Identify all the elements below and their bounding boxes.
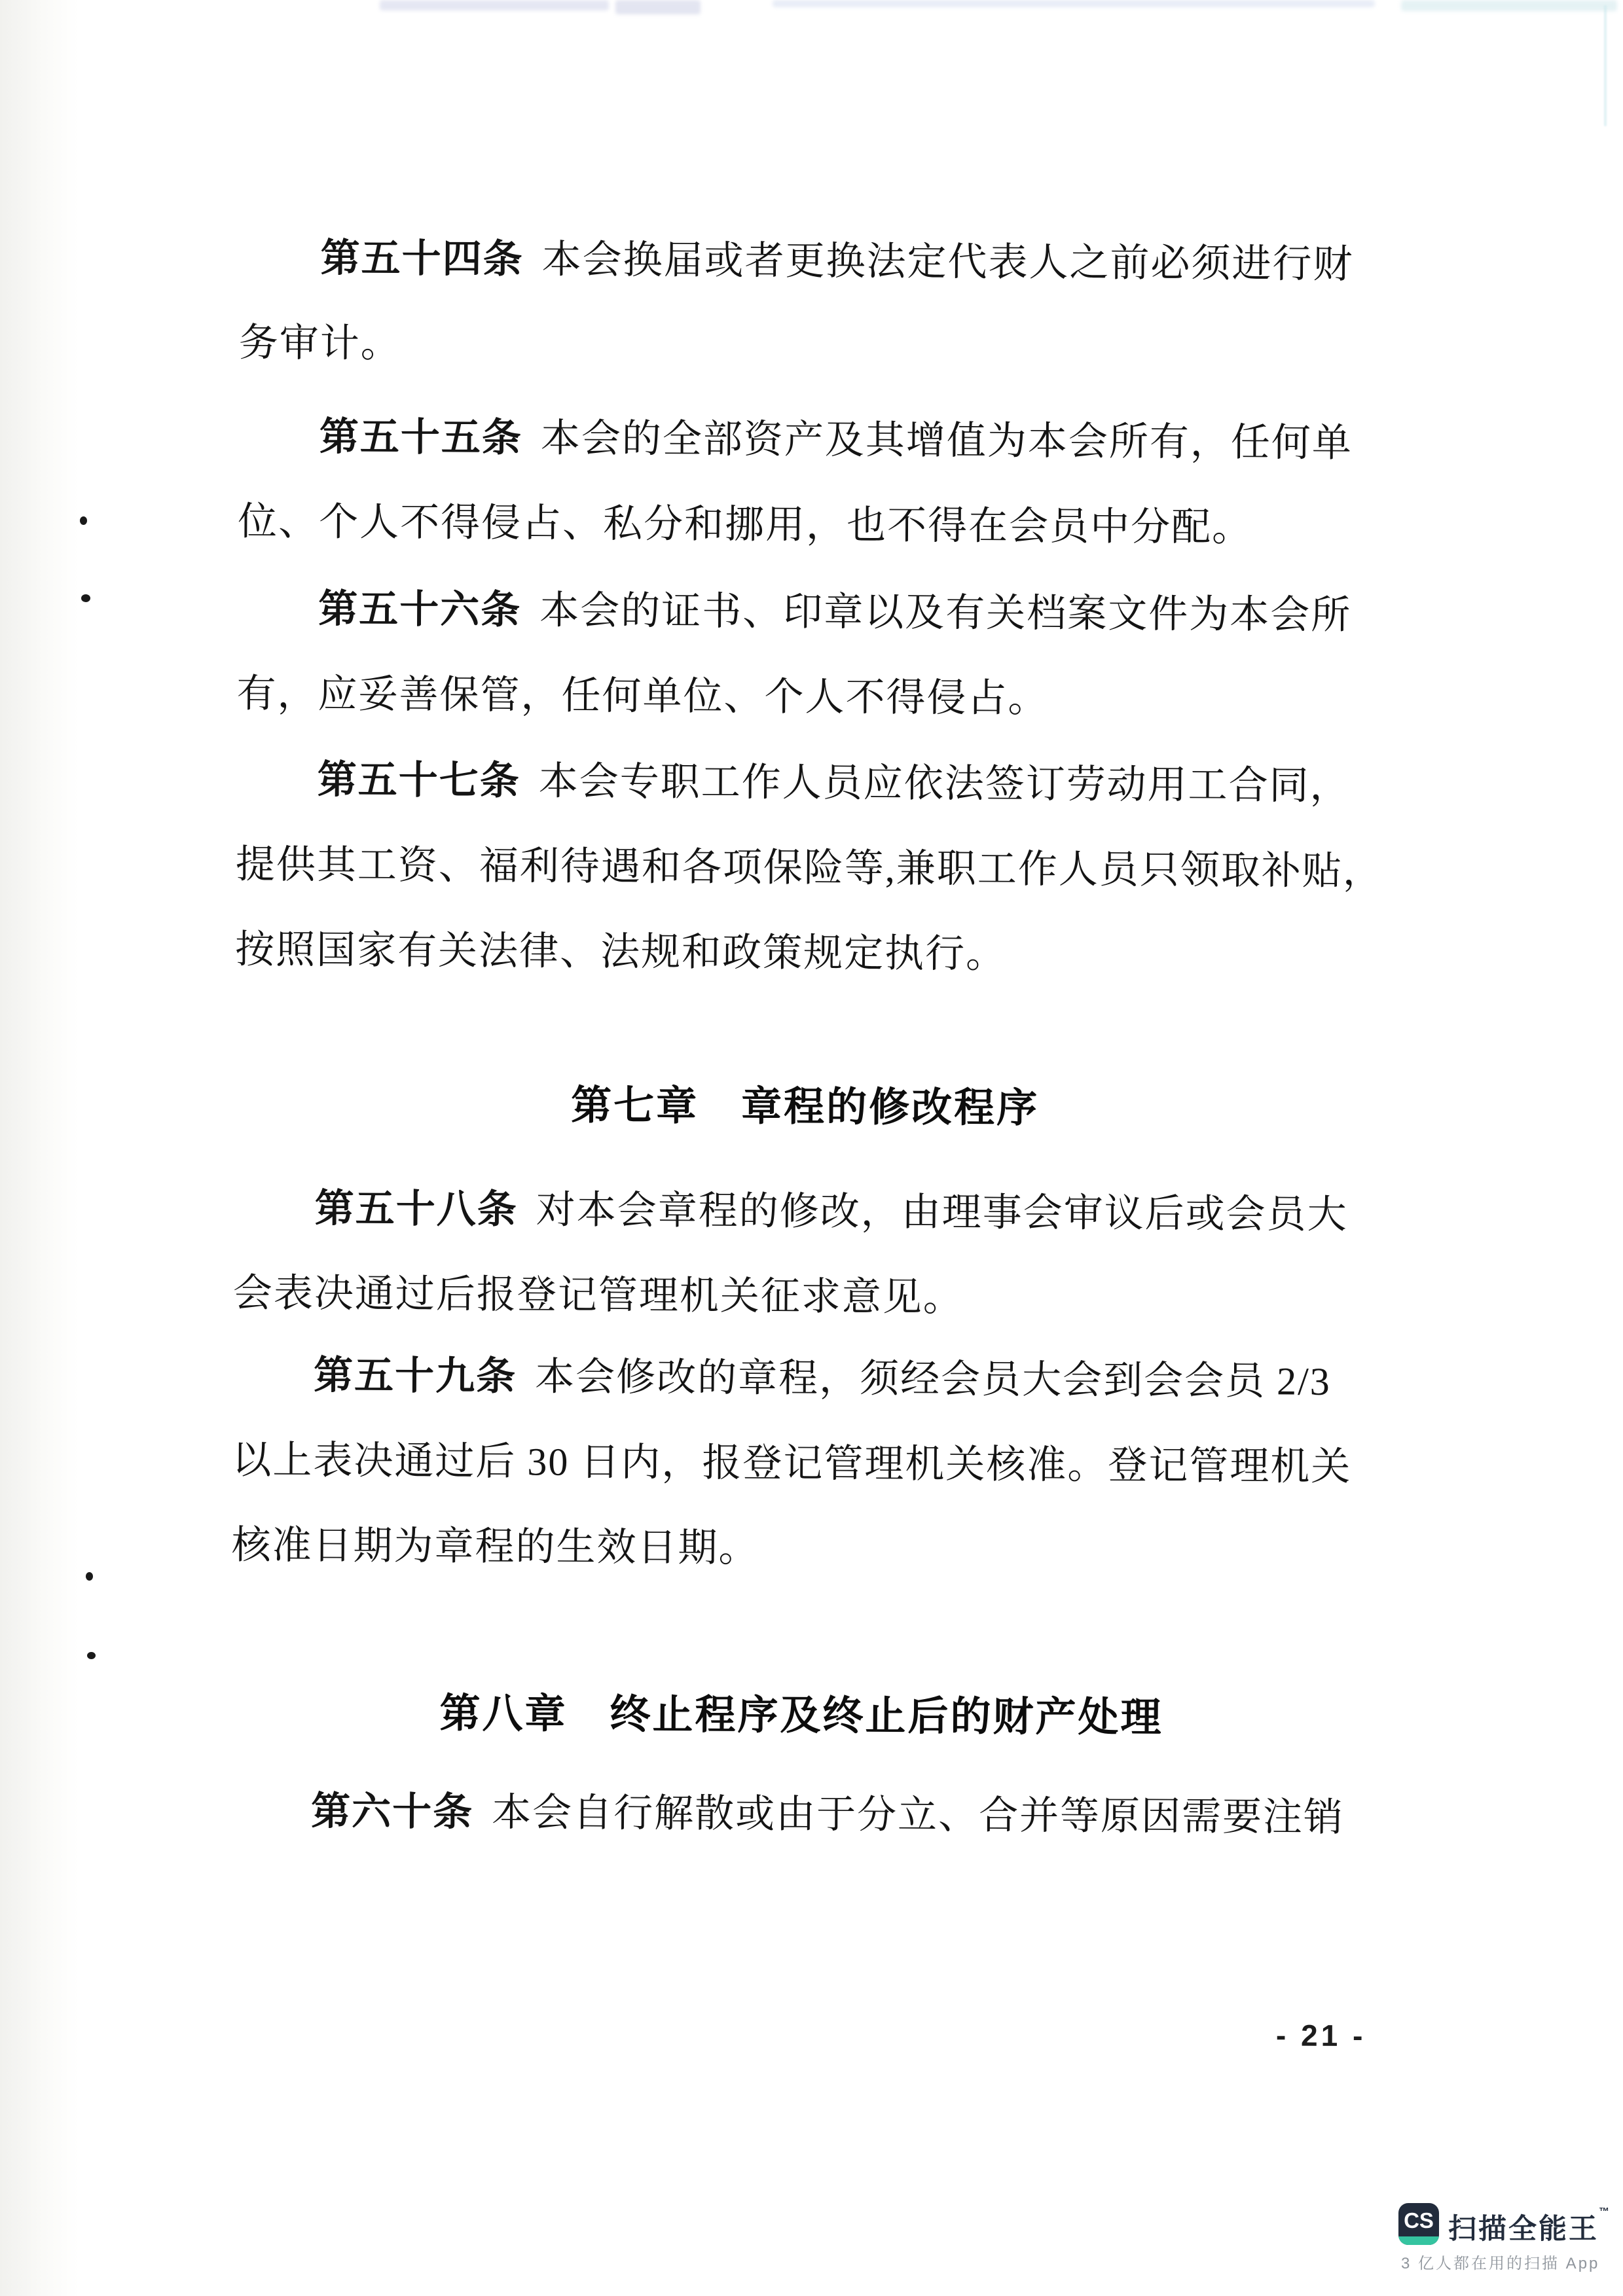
- article-58-line-1: [233, 1186, 1467, 1239]
- watermark-subtitle: 3 亿人都在用的扫描 App: [1401, 2255, 1600, 2272]
- article-text: 本会自行解散或由于分立、合并等原因需要注销: [491, 1791, 1345, 1840]
- watermark-title-text: 扫描全能王: [1448, 2214, 1599, 2245]
- article-number: 第五十四条: [320, 236, 524, 281]
- article-56-line-1: [237, 586, 1470, 639]
- article-number: 第五十八条: [314, 1187, 518, 1232]
- article-57-line-1: [236, 757, 1469, 810]
- article-text: 本会的证书、印章以及有关档案文件为本会所: [539, 588, 1352, 637]
- article-59-line-2: 以上表决通过后 30 日内，报登记管理机关核准。登记管理机关: [232, 1438, 1352, 1489]
- article-60-line-1: [230, 1789, 1463, 1842]
- article-text: 本会的全部资产及其增值为本会所有，任何单: [540, 416, 1353, 465]
- article-59-line-3: 核准日期为章程的生效日期。: [231, 1523, 759, 1570]
- chapter-7-heading: 第七章 章程的修改程序: [570, 1083, 1040, 1132]
- article-text: 对本会章程的修改，由理事会审议后或会员大: [536, 1188, 1348, 1237]
- article-number: 第六十条: [310, 1789, 474, 1834]
- article-number: 第五十七条: [317, 758, 520, 803]
- chapter-8-heading: 第八章 终止程序及终止后的财产处理: [439, 1691, 1163, 1741]
- article-54-line-2: 务审计。: [238, 321, 401, 366]
- article-number: 第五十九条: [313, 1354, 517, 1399]
- page-number: - 21 -: [1275, 2018, 1366, 2053]
- article-56-line-2: 有，应妥善保管，任何单位、个人不得侵占。: [236, 672, 1049, 721]
- article-54-line-1: [239, 236, 1472, 289]
- camscanner-logo-icon: [1398, 2203, 1439, 2245]
- cs-logo-letters: CS: [1404, 2208, 1434, 2233]
- article-59-line-1: [232, 1353, 1466, 1406]
- article-text: 本会专职工作人员应依法签订劳动用工合同，: [538, 759, 1351, 808]
- article-57-line-2: 提供其工资、福利待遇和各项保险等,兼职工作人员只领取补贴，: [235, 842, 1384, 893]
- trademark-symbol: ™: [1599, 2206, 1611, 2217]
- article-55-line-2: 位、个人不得侵占、私分和挪用，也不得在会员中分配。: [237, 499, 1253, 550]
- article-text: 本会修改的章程，须经会员大会到会会员 2/3: [534, 1355, 1331, 1403]
- article-number: 第五十五条: [319, 415, 523, 460]
- article-number: 第五十六条: [318, 587, 522, 632]
- watermark-title: [1448, 2207, 1611, 2247]
- article-55-line-1: [238, 414, 1472, 467]
- article-57-line-3: 按照国家有关法律、法规和政策规定执行。: [234, 927, 1007, 976]
- article-58-line-2: 会表决通过后报登记管理机关征求意见。: [232, 1271, 964, 1319]
- cs-logo-teal-strip: [1398, 2236, 1439, 2245]
- article-text: 本会换届或者更换法定代表人之前必须进行财: [541, 238, 1354, 287]
